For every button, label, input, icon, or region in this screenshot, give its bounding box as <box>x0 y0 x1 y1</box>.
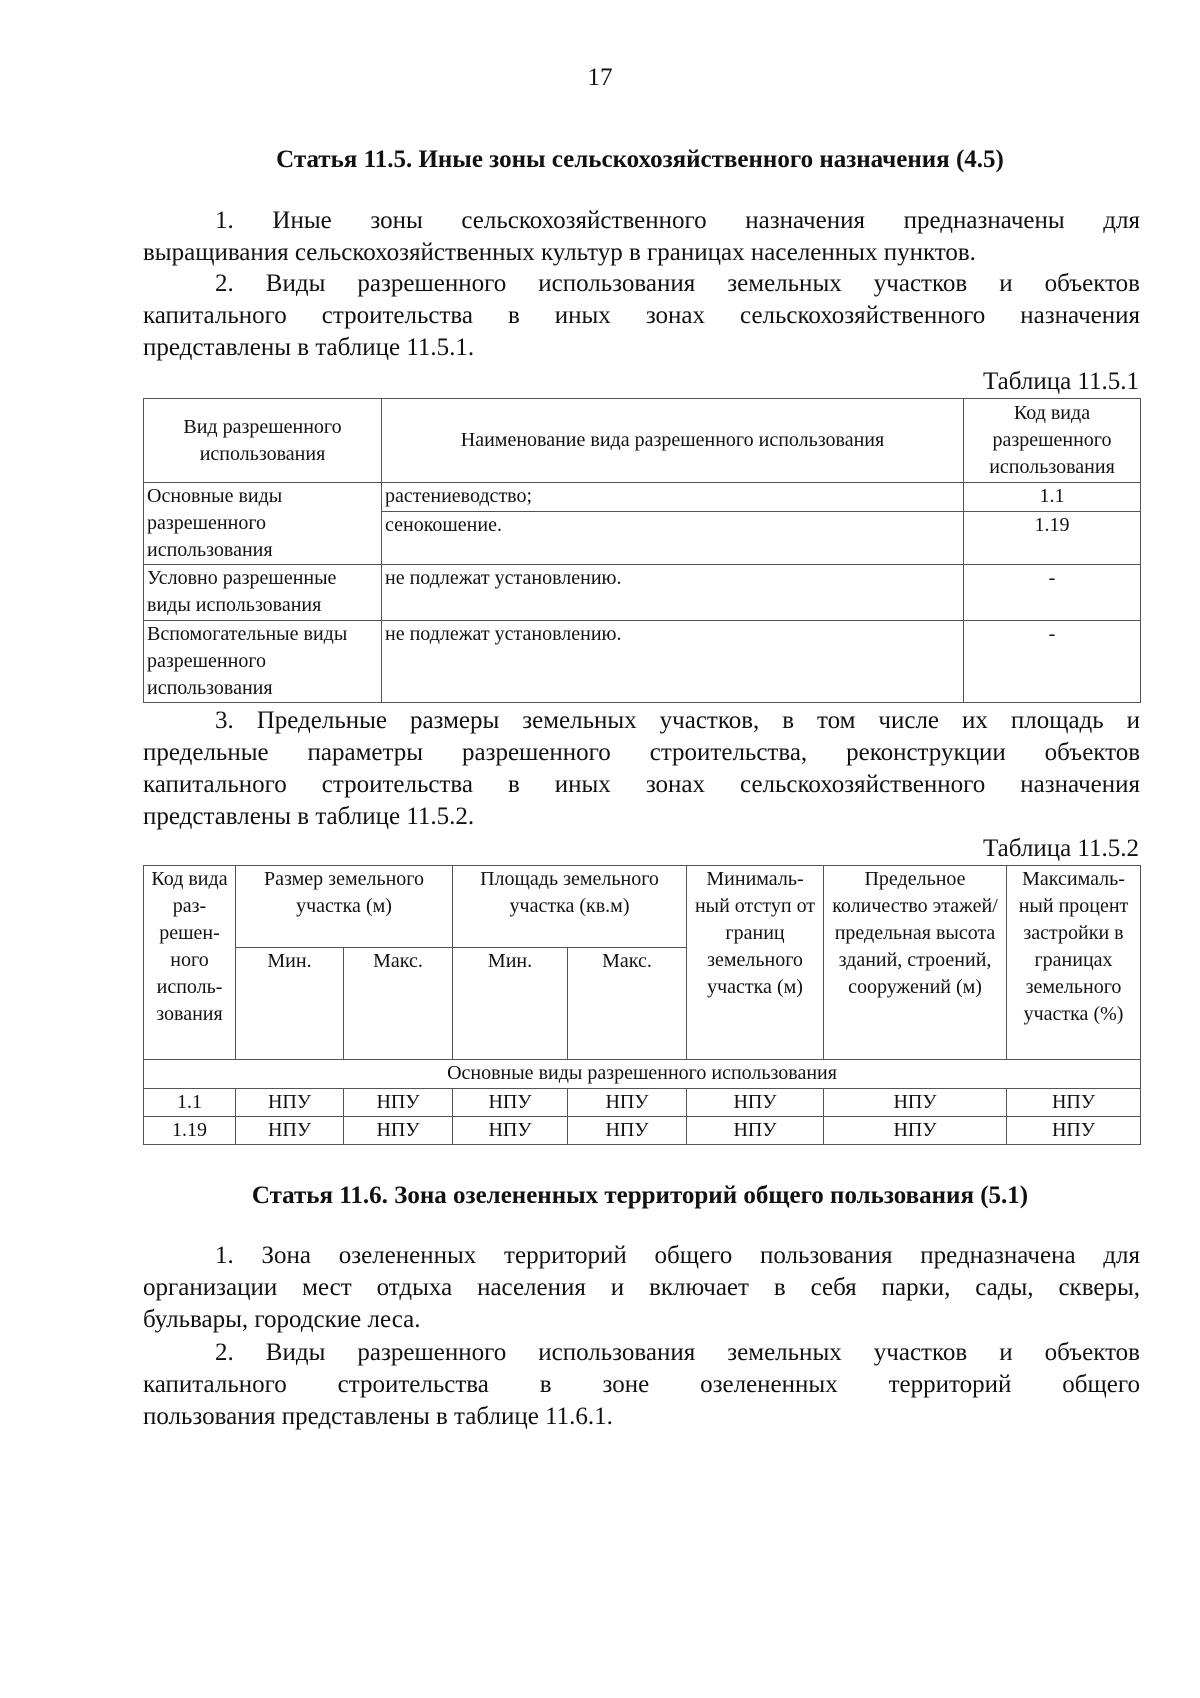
value-cell: НПУ <box>1007 1089 1141 1117</box>
article-11-5-paragraph-3 <box>143 705 1140 833</box>
value-cell: НПУ <box>453 1089 568 1117</box>
header-cell-min: Мин. <box>453 948 568 1060</box>
code-cell: 1.1 <box>964 483 1141 512</box>
group-cell: Вспомогательные виды разрешенного использования <box>144 621 382 703</box>
header-cell-size: Размер земельного участка (м) <box>236 866 453 948</box>
code-cell: - <box>964 621 1141 703</box>
name-cell: растениеводство; <box>382 483 964 512</box>
table-11-5-2 <box>143 865 1141 1145</box>
value-cell: НПУ <box>824 1089 1007 1117</box>
text-line: организации мест отдыха населения и включает в себя парки, сады, скверы, <box>143 1274 1140 1301</box>
header-cell-floors: Предельное количество этажей/ предельная высота зданий, строений, сооружений (м) <box>824 866 1007 1060</box>
header-cell-min: Мин. <box>236 948 344 1060</box>
table-row <box>144 1117 1141 1145</box>
value-cell: НПУ <box>236 1117 344 1145</box>
text-line: 1. Зона озелененных территорий общего пользования предназначена для <box>215 1242 1140 1269</box>
text-line: 2. Виды разрешенного использования земельных участков и объектов <box>215 270 1140 297</box>
text-line: бульвары, городские леса. <box>143 1306 421 1333</box>
header-cell-coverage: Максималь- ный процент застройки в границах земельного участка (%) <box>1007 866 1141 1060</box>
text-line: капитального строительства в иных зонах сельскохозяйственного назначения <box>143 771 1140 798</box>
text-line: 3. Предельные размеры земельных участков, в том числе их площадь и <box>215 707 1140 734</box>
article-11-5-heading: Статья 11.5. Иные зоны сельскохозяйственного назначения (4.5) <box>276 146 1004 173</box>
table-11-5-1 <box>143 398 1141 703</box>
value-cell: НПУ <box>236 1089 344 1117</box>
header-cell: Вид разрешенного использования <box>144 399 382 483</box>
name-cell: не подлежат установлению. <box>382 621 964 703</box>
header-cell-max: Макс. <box>344 948 453 1060</box>
value-cell: НПУ <box>453 1117 568 1145</box>
group-cell: Условно разрешенные виды использования <box>144 565 382 621</box>
value-cell: НПУ <box>344 1089 453 1117</box>
section-row <box>144 1060 1141 1089</box>
code-cell: 1.1 <box>144 1089 236 1117</box>
text-line: выращивания сельскохозяйственных культур в границах населенных пунктов. <box>143 239 976 266</box>
table-11-5-2-caption: Таблица 11.5.2 <box>983 835 1139 862</box>
value-cell: НПУ <box>687 1117 824 1145</box>
text-line: пользования представлены в таблице 11.6.1. <box>143 1403 613 1430</box>
article-11-6-heading: Статья 11.6. Зона озелененных территорий общего пользования (5.1) <box>251 1182 1029 1209</box>
header-cell: Код вида разрешенного использования <box>964 399 1141 483</box>
table-row <box>144 621 1141 703</box>
name-cell: не подлежат установлению. <box>382 565 964 621</box>
header-cell-setback: Минималь- ный отступ от границ земельного участка (м) <box>687 866 824 1060</box>
table-row <box>144 483 1141 512</box>
code-cell: - <box>964 565 1141 621</box>
name-cell: сенокошение. <box>382 512 964 565</box>
table-11-5-1-caption: Таблица 11.5.1 <box>983 368 1139 395</box>
value-cell: НПУ <box>568 1089 687 1117</box>
text-line: капитального строительства в зоне озелененных территорий общего <box>143 1371 1140 1398</box>
header-cell-code: Код вида раз- решен- ного исполь- зования <box>144 866 236 1060</box>
text-line: представлены в таблице 11.5.2. <box>143 803 475 830</box>
value-cell: НПУ <box>344 1117 453 1145</box>
value-cell: НПУ <box>1007 1117 1141 1145</box>
text-line: представлены в таблице 11.5.1. <box>143 334 475 361</box>
header-cell: Наименование вида разрешенного использования <box>382 399 964 483</box>
header-cell-max: Макс. <box>568 948 687 1060</box>
page-number: 17 <box>587 64 613 91</box>
group-cell: Основные виды разрешенного использования <box>144 483 382 565</box>
table-row <box>144 1089 1141 1117</box>
article-11-5-paragraph-1 <box>143 205 1140 269</box>
article-11-6-paragraph-2 <box>143 1337 1140 1433</box>
text-line: 2. Виды разрешенного использования земельных участков и объектов <box>215 1339 1140 1366</box>
code-cell: 1.19 <box>144 1117 236 1145</box>
text-line: предельные параметры разрешенного строительства, реконструкции объектов <box>143 739 1140 766</box>
header-cell-area: Площадь земельного участка (кв.м) <box>453 866 687 948</box>
text-line: капитального строительства в иных зонах сельскохозяйственного назначения <box>143 302 1140 329</box>
article-11-6-paragraph-1 <box>143 1240 1140 1336</box>
value-cell: НПУ <box>687 1089 824 1117</box>
table-row <box>144 565 1141 621</box>
article-11-5-paragraph-2 <box>143 268 1140 364</box>
code-cell: 1.19 <box>964 512 1141 565</box>
text-line: 1. Иные зоны сельскохозяйственного назначения предназначены для <box>215 207 1140 234</box>
value-cell: НПУ <box>568 1117 687 1145</box>
table-header-row <box>144 866 1141 948</box>
value-cell: НПУ <box>824 1117 1007 1145</box>
section-label: Основные виды разрешенного использования <box>144 1060 1141 1089</box>
table-header-row <box>144 399 1141 483</box>
